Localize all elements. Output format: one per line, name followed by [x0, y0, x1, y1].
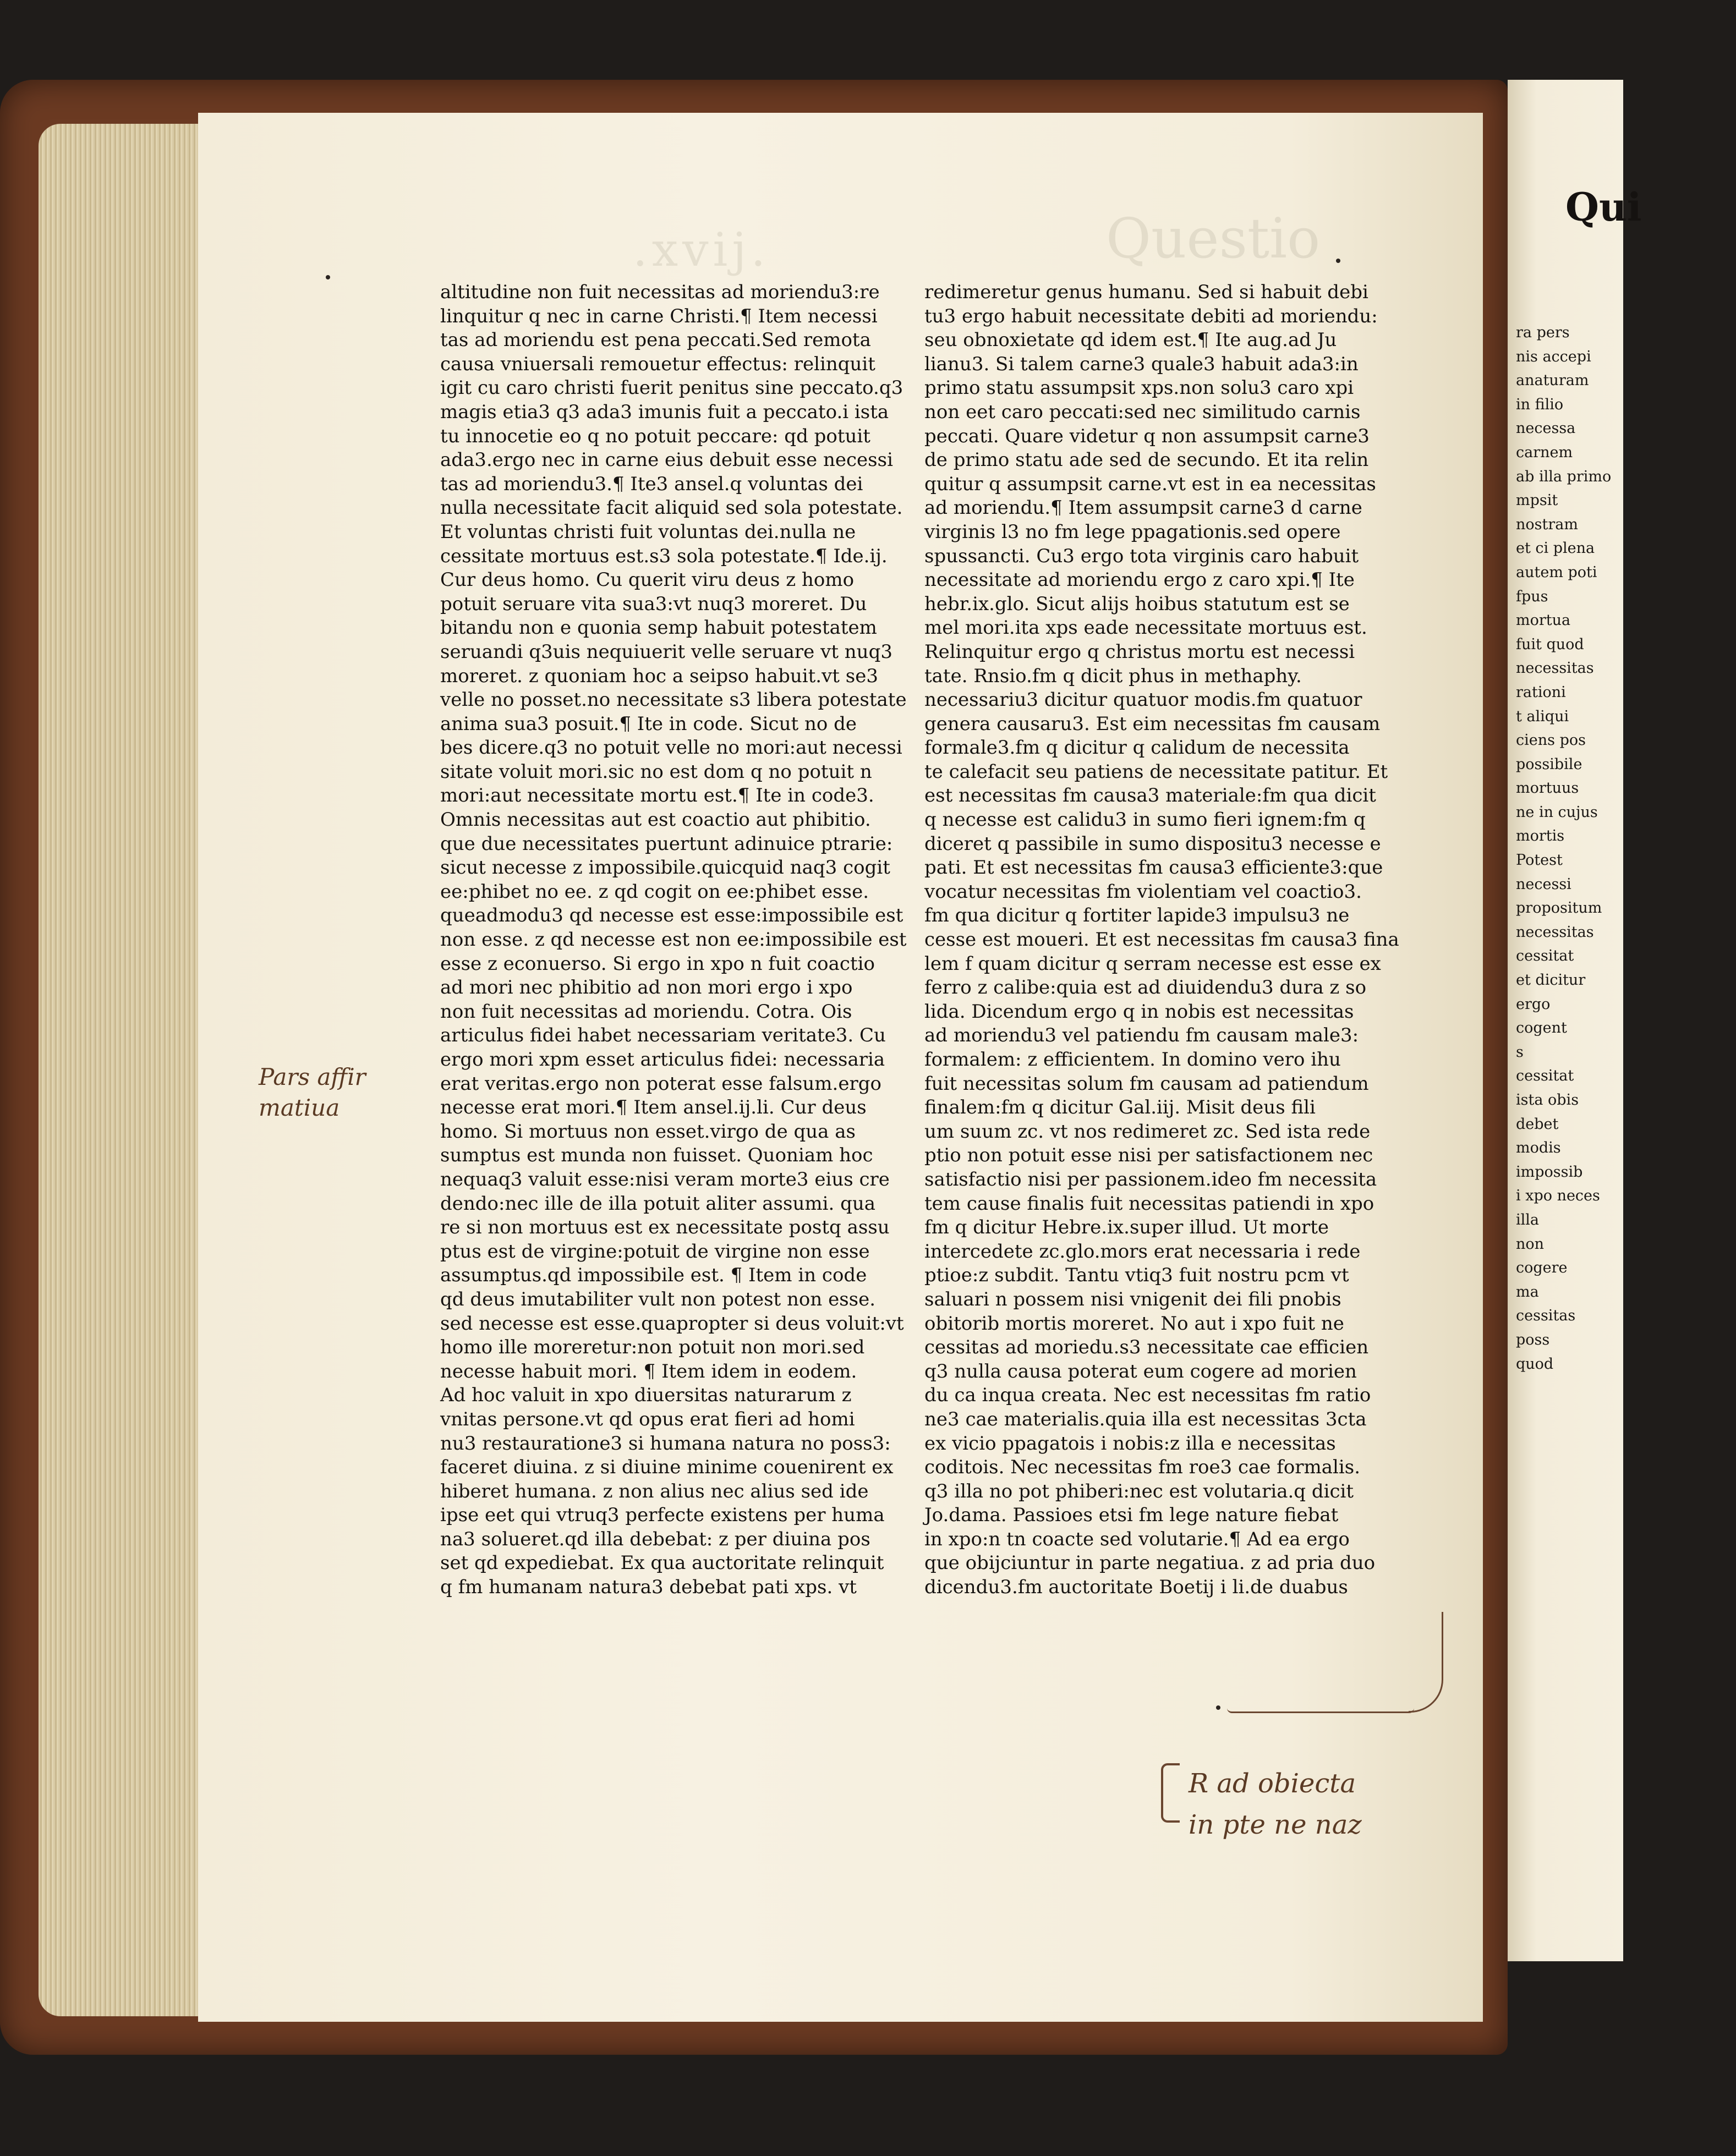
text-line: hiberet humana. z non alius nec alius sed ide — [440, 1480, 869, 1502]
text-line: virginis l3 no fm lege ppagationis.sed opere — [924, 520, 1341, 543]
facing-text-line: mpsit — [1516, 492, 1558, 509]
text-line: q fm humanam natura3 debebat pati xps. vt — [440, 1576, 857, 1599]
text-line: primo statu assumpsit xps.non solu3 caro xpi — [924, 377, 1354, 399]
facing-text-line: mortis — [1516, 827, 1565, 845]
facing-text-line: ergo — [1516, 995, 1551, 1013]
facing-text-line: carnem — [1516, 443, 1573, 461]
text-line: mori:aut necessitate mortu est.¶ Ite in code3. — [440, 785, 874, 807]
facing-text-line: poss — [1516, 1331, 1550, 1348]
text-column-left — [440, 281, 946, 1600]
facing-text-line: necessitas — [1516, 660, 1594, 677]
text-line: du ca inqua creata. Nec est necessitas fm ratio — [924, 1384, 1371, 1407]
text-line: de primo statu ade sed de secundo. Et ita relin — [924, 449, 1369, 471]
facing-text-line: fuit quod — [1516, 635, 1584, 653]
facing-text-line: impossib — [1516, 1163, 1583, 1181]
text-line: seu obnoxietate qd idem est.¶ Ite aug.ad Ju — [924, 329, 1337, 352]
text-line: sitate voluit mori.sic no est dom q no potuit n — [440, 760, 872, 783]
text-line: non fuit necessitas ad moriendu. Cotra. Ois — [440, 1000, 852, 1023]
facing-text-line: in filio — [1516, 396, 1564, 413]
text-line: tas ad moriendu est pena peccati.Sed remota — [440, 329, 871, 352]
text-line: mel mori.ita xps eade necessitate mortuus est. — [924, 617, 1367, 639]
text-line: nulla necessitate facit aliquid sed sola potestate. — [440, 497, 903, 519]
text-line: obitorib mortis moreret. No aut i xpo fuit ne — [924, 1312, 1344, 1335]
text-line: bitandu non e quonia semp habuit potestatem — [440, 617, 877, 639]
text-line: dicendu3.fm auctoritate Boetij i li.de duabus — [924, 1576, 1348, 1599]
facing-text-line: Potest — [1516, 852, 1563, 869]
ghost-running-head: Questio — [1106, 206, 1321, 271]
text-line: fuit necessitas solum fm causam ad patiendum — [924, 1072, 1369, 1095]
text-line: esse z econuerso. Si ergo in xpo n fuit coactio — [440, 952, 875, 975]
text-line: velle no posset.no necessitate s3 libera potestate — [440, 689, 907, 711]
page-edges — [39, 124, 204, 2016]
facing-text-line: anaturam — [1516, 372, 1589, 389]
text-line: seruandi q3uis nequiuerit velle seruare vt nuq3 — [440, 640, 892, 663]
marginal-note-right — [1189, 1763, 1362, 1846]
facing-text-line: ne in cujus — [1516, 803, 1598, 821]
text-line: vnitas persone.vt qd opus erat fieri ad homi — [440, 1408, 855, 1430]
text-line: tas ad moriendu3.¶ Ite3 ansel.q voluntas dei — [440, 473, 863, 495]
ink-mark — [1216, 1705, 1220, 1710]
text-line: diceret q passibile in sumo dispositu3 necesse e — [924, 832, 1381, 855]
facing-text-line: nostram — [1516, 515, 1578, 533]
text-column-right — [924, 281, 1431, 1600]
text-line: altitudine non fuit necessitas ad moriendu3:re — [440, 281, 880, 303]
text-line: cesse est moueri. Et est necessitas fm causa3 fina — [924, 929, 1399, 951]
text-line: in xpo:n tn coacte sed volutarie.¶ Ad ea ergo — [924, 1528, 1350, 1550]
facing-text-line: debet — [1516, 1115, 1559, 1133]
text-line: potuit seruare vita sua3:vt nuq3 moreret. Du — [440, 593, 867, 615]
ghost-folio-number: .xvij. — [633, 223, 770, 277]
facing-text-line: quod — [1516, 1355, 1554, 1373]
facing-text — [1516, 322, 1736, 1377]
text-line: re si non mortuus est ex necessitate postq assu — [440, 1216, 890, 1239]
facing-text-line: t aliqui — [1516, 707, 1569, 725]
text-line: na3 solueret.qd illa debebat: z per diuina pos — [440, 1528, 870, 1550]
facing-text-line: cogere — [1516, 1259, 1568, 1277]
facing-text-line: illa — [1516, 1211, 1540, 1228]
text-line: magis etia3 q3 ada3 imunis fuit a peccato.i ista — [440, 401, 889, 423]
text-line: coditois. Nec necessitas fm roe3 cae formalis. — [924, 1456, 1361, 1479]
text-line: ad moriendu.¶ Item assumpsit carne3 d carne — [924, 497, 1362, 519]
text-line: sicut necesse z impossibile.quicquid naq3 cogit — [440, 857, 890, 879]
text-line: formale3.fm q dicitur q calidum de necessita — [924, 737, 1350, 759]
facing-text-line: nis accepi — [1516, 348, 1591, 365]
text-line: non eet caro peccati:sed nec similitudo carnis — [924, 401, 1361, 423]
facing-text-line: ma — [1516, 1283, 1539, 1301]
text-line: quitur q assumpsit carne.vt est in ea necessitas — [924, 473, 1376, 495]
facing-text-line: ciens pos — [1516, 732, 1586, 749]
text-line: spussancti. Cu3 ergo tota virginis caro habuit — [924, 545, 1359, 567]
text-line: q3 nulla causa poterat eum cogere ad morien — [924, 1360, 1357, 1383]
facing-heading: Qui — [1565, 184, 1642, 230]
text-line: lida. Dicendum ergo q in nobis est necessitas — [924, 1000, 1354, 1023]
text-line: articulus fidei habet necessariam veritate3. Cu — [440, 1024, 886, 1047]
text-line: est necessitas fm causa3 materiale:fm qua dicit — [924, 785, 1376, 807]
text-line: genera causaru3. Est eim necessitas fm causam — [924, 712, 1381, 735]
text-line: formalem: z efficientem. In domino vero ihu — [924, 1049, 1341, 1071]
text-line: queadmodu3 qd necesse est esse:impossibile est — [440, 904, 903, 927]
facing-text-line: cessitat — [1516, 947, 1574, 965]
facing-text-line: mortuus — [1516, 780, 1579, 797]
text-line: q3 illa no pot phiberi:nec est volutaria.q dicit — [924, 1480, 1354, 1502]
text-line: Ad hoc valuit in xpo diuersitas naturarum z — [440, 1384, 852, 1407]
text-line: tu innocetie eo q no potuit peccare: qd potuit — [440, 425, 870, 447]
note-line: Pars affir — [259, 1063, 366, 1090]
text-line: dendo:nec ille de illa potuit aliter assumi. qua — [440, 1192, 876, 1215]
text-line: ad mori nec phibitio ad non mori ergo i xpo — [440, 976, 853, 999]
hand-drawn-bracket — [1161, 1763, 1180, 1823]
text-line: ipse eet qui vtruq3 perfecte existens per huma — [440, 1504, 885, 1527]
text-line: lem f quam dicitur q serram necesse est esse ex — [924, 952, 1381, 975]
text-line: cessitas ad moriedu.s3 necessitate cae efficien — [924, 1336, 1369, 1359]
note-line: in pte ne naz — [1189, 1809, 1362, 1840]
text-line: peccati. Quare videtur q non assumpsit carne3 — [924, 425, 1370, 447]
text-line: necesse habuit mori. ¶ Item idem in eodem. — [440, 1360, 857, 1383]
facing-text-line: cessitas — [1516, 1307, 1576, 1325]
text-line: finalem:fm q dicitur Gal.iij. Misit deus fili — [924, 1096, 1316, 1119]
ink-mark — [1336, 259, 1340, 263]
text-line: qd deus imutabiliter vult non potest non esse. — [440, 1288, 876, 1310]
text-line: hebr.ix.glo. Sicut alijs hoibus statutum est se — [924, 593, 1350, 615]
text-line: saluari n possem nisi vnigenit dei fili pnobis — [924, 1288, 1341, 1310]
text-line: Relinquitur ergo q christus mortu est necessi — [924, 640, 1355, 663]
facing-text-line: et dicitur — [1516, 972, 1586, 989]
facing-text-line: s — [1516, 1043, 1524, 1061]
text-line: cessitate mortuus est.s3 sola potestate.¶ Ide.ij. — [440, 545, 888, 567]
text-line: causa vniuersali remouetur effectus: relinquit — [440, 353, 875, 375]
facing-text-line: cessitat — [1516, 1067, 1574, 1085]
text-line: sumptus est munda non fuisset. Quoniam hoc — [440, 1144, 873, 1167]
text-line: necessariu3 dicitur quatuor modis.fm quatuor — [924, 689, 1362, 711]
text-line: que obijciuntur in parte negatiua. z ad pria duo — [924, 1552, 1376, 1575]
text-line: linquitur q nec in carne Christi.¶ Item necessi — [440, 305, 878, 327]
text-line: non esse. z qd necesse est non ee:impossibile est — [440, 929, 907, 951]
facing-text-line: mortua — [1516, 612, 1571, 629]
text-line: faceret diuina. z si diuine minime couenirent ex — [440, 1456, 894, 1479]
text-line: necesse erat mori.¶ Item ansel.ij.li. Cur deus — [440, 1096, 867, 1119]
text-line: set qd expediebat. Ex qua auctoritate relinquit — [440, 1552, 884, 1575]
text-line: um suum zc. vt nos redimeret zc. Sed ista rede — [924, 1120, 1371, 1143]
facing-page — [1508, 80, 1642, 1961]
text-line: satisfactio nisi per passionem.ideo fm necessita — [924, 1168, 1377, 1191]
facing-text-line: ab illa primo — [1516, 468, 1612, 485]
text-line: homo. Si mortuus non esset.virgo de qua as — [440, 1120, 856, 1143]
facing-text-line: non — [1516, 1235, 1545, 1253]
facing-text-line: rationi — [1516, 683, 1566, 701]
facing-text-line: necessi — [1516, 875, 1571, 893]
facing-text-line: et ci plena — [1516, 540, 1595, 557]
text-line: ptioe:z subdit. Tantu vtiq3 fuit nostru pcm vt — [924, 1264, 1349, 1287]
text-line: igit cu caro christi fuerit penitus sine peccato.q3 — [440, 377, 903, 399]
text-line: anima sua3 posuit.¶ Ite in code. Sicut no de — [440, 712, 857, 735]
facing-text-line: cogent — [1516, 1019, 1567, 1037]
facing-text-line: necessitas — [1516, 923, 1594, 941]
text-line: ada3.ergo nec in carne eius debuit esse necessi — [440, 449, 893, 471]
text-line: tate. Rnsio.fm q dicit phus in methaphy. — [924, 665, 1302, 687]
text-line: Jo.dama. Passioes etsi fm lege nature fiebat — [924, 1504, 1339, 1527]
text-line: sed necesse est esse.quapropter si deus voluit:vt — [440, 1312, 904, 1335]
text-line: Omnis necessitas aut est coactio aut phibitio. — [440, 809, 871, 831]
hand-drawn-line — [1227, 1708, 1414, 1713]
marginal-note-left — [259, 1062, 366, 1123]
text-line: ptio non potuit esse nisi per satisfactionem nec — [924, 1144, 1373, 1167]
text-line: erat veritas.ergo non poterat esse falsum.ergo — [440, 1072, 881, 1095]
note-line: R ad obiecta — [1189, 1768, 1356, 1799]
text-line: ne3 cae materialis.quia illa est necessitas 3cta — [924, 1408, 1367, 1430]
text-line: moreret. z quoniam hoc a seipso habuit.vt se3 — [440, 665, 878, 687]
note-line: matiua — [259, 1094, 340, 1121]
text-line: redimeretur genus humanu. Sed si habuit debi — [924, 281, 1368, 303]
text-line: assumptus.qd impossibile est. ¶ Item in code — [440, 1264, 867, 1287]
facing-text-line: modis — [1516, 1139, 1561, 1157]
text-line: ee:phibet no ee. z qd cogit on ee:phibet esse. — [440, 880, 869, 903]
text-line: ptus est de virgine:potuit de virgine non esse — [440, 1240, 870, 1263]
text-line: lianu3. Si talem carne3 quale3 habuit ada3:in — [924, 353, 1359, 375]
facing-text-line: propositum — [1516, 899, 1602, 917]
facing-text-line: autem poti — [1516, 563, 1597, 581]
ink-mark — [326, 275, 330, 279]
facing-text-line: i xpo neces — [1516, 1187, 1600, 1205]
text-line: homo ille moreretur:non potuit non mori.sed — [440, 1336, 865, 1359]
text-line: te calefacit seu patiens de necessitate patitur. Et — [924, 760, 1388, 783]
text-line: fm qua dicitur q fortiter lapide3 impulsu3 ne — [924, 904, 1350, 927]
text-line: que due necessitates puertunt adinuice ptrarie: — [440, 832, 893, 855]
text-line: fm q dicitur Hebre.ix.super illud. Ut morte — [924, 1216, 1329, 1239]
text-line: ergo mori xpm esset articulus fidei: necessaria — [440, 1049, 885, 1071]
facing-text-line: ista obis — [1516, 1091, 1579, 1109]
text-line: ex vicio ppagatois i nobis:z illa e necessitas — [924, 1432, 1336, 1455]
text-line: Cur deus homo. Cu querit viru deus z homo — [440, 569, 855, 591]
text-line: tu3 ergo habuit necessitate debiti ad moriendu: — [924, 305, 1378, 327]
text-line: nu3 restauratione3 si humana natura no poss3: — [440, 1432, 891, 1455]
text-line: Et voluntas christi fuit voluntas dei.nulla ne — [440, 520, 856, 543]
facing-text-line: possibile — [1516, 755, 1582, 773]
facing-text-line: necessa — [1516, 420, 1576, 437]
text-line: q necesse est calidu3 in sumo fieri ignem:fm q — [924, 809, 1366, 831]
text-line: pati. Et est necessitas fm causa3 efficiente3:que — [924, 857, 1383, 879]
text-line: tem cause finalis fuit necessitas patiendi in xpo — [924, 1192, 1374, 1215]
facing-text-line: fpus — [1516, 588, 1548, 605]
text-line: nequaq3 valuit esse:nisi veram morte3 eius cre — [440, 1168, 890, 1191]
text-line: necessitate ad moriendu ergo z caro xpi.¶ Ite — [924, 569, 1355, 591]
text-line: vocatur necessitas fm violentiam vel coactio3. — [924, 880, 1362, 903]
text-line: ad moriendu3 vel patiendu fm causam male3: — [924, 1024, 1359, 1047]
text-line: ferro z calibe:quia est ad diuidendu3 dura z so — [924, 976, 1367, 999]
facing-text-line: ra pers — [1516, 324, 1570, 341]
text-line: intercedete zc.glo.mors erat necessaria i rede — [924, 1240, 1361, 1263]
text-line: bes dicere.q3 no potuit velle no mori:aut necessi — [440, 737, 902, 759]
